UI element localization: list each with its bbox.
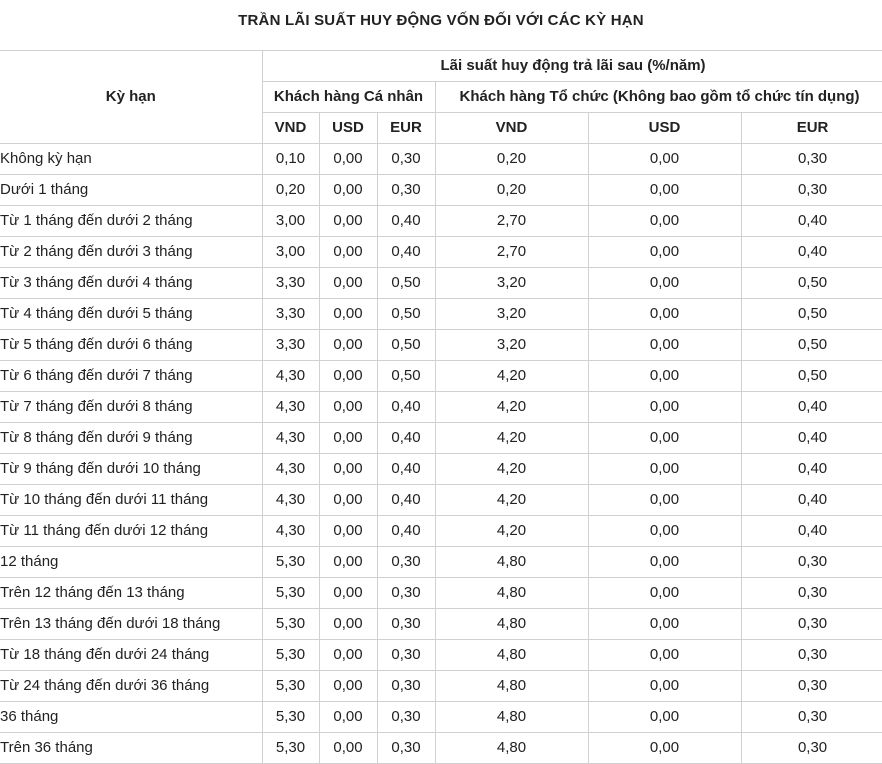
rate-cell: 0,40 <box>377 516 435 547</box>
rate-cell: 0,20 <box>435 175 588 206</box>
term-cell: 12 tháng <box>0 547 262 578</box>
header-currency: USD <box>588 113 741 144</box>
rate-cell: 3,30 <box>262 299 319 330</box>
rate-cell: 0,00 <box>588 392 741 423</box>
rate-cell: 0,40 <box>741 206 882 237</box>
rate-cell: 2,70 <box>435 206 588 237</box>
rate-cell: 0,00 <box>319 702 377 733</box>
rate-cell: 0,40 <box>741 516 882 547</box>
rate-cell: 0,30 <box>377 175 435 206</box>
table-row <box>0 547 882 578</box>
header-currency: VND <box>262 113 319 144</box>
table-row <box>0 609 882 640</box>
rate-cell: 3,00 <box>262 206 319 237</box>
rate-cell: 0,00 <box>319 392 377 423</box>
term-cell: Từ 6 tháng đến dưới 7 tháng <box>0 361 262 392</box>
rate-cell: 4,20 <box>435 392 588 423</box>
rate-cell: 4,20 <box>435 516 588 547</box>
rate-cell: 3,00 <box>262 237 319 268</box>
rate-cell: 0,30 <box>741 640 882 671</box>
term-cell: 36 tháng <box>0 702 262 733</box>
rate-cell: 0,00 <box>588 485 741 516</box>
table-row <box>0 423 882 454</box>
rate-cell: 0,40 <box>377 454 435 485</box>
rate-cell: 0,00 <box>588 578 741 609</box>
rate-cell: 5,30 <box>262 640 319 671</box>
rate-cell: 0,00 <box>319 454 377 485</box>
rate-cell: 0,00 <box>319 578 377 609</box>
term-cell: Trên 13 tháng đến dưới 18 tháng <box>0 609 262 640</box>
rate-cell: 0,40 <box>377 206 435 237</box>
term-cell: Từ 10 tháng đến dưới 11 tháng <box>0 485 262 516</box>
rate-cell: 4,30 <box>262 485 319 516</box>
term-cell: Không kỳ hạn <box>0 144 262 175</box>
rate-cell: 0,40 <box>377 392 435 423</box>
interest-rate-table <box>0 50 882 764</box>
rate-cell: 0,00 <box>319 268 377 299</box>
rate-cell: 0,50 <box>741 299 882 330</box>
rate-cell: 0,00 <box>588 237 741 268</box>
header-currency: EUR <box>377 113 435 144</box>
rate-cell: 3,20 <box>435 268 588 299</box>
rate-cell: 3,20 <box>435 299 588 330</box>
term-cell: Từ 18 tháng đến dưới 24 tháng <box>0 640 262 671</box>
rate-cell: 0,00 <box>588 423 741 454</box>
rate-cell: 0,50 <box>377 361 435 392</box>
rate-cell: 0,00 <box>319 485 377 516</box>
rate-cell: 0,00 <box>319 206 377 237</box>
rate-cell: 0,00 <box>588 702 741 733</box>
rate-cell: 3,30 <box>262 330 319 361</box>
rate-cell: 0,50 <box>741 268 882 299</box>
rate-cell: 0,40 <box>741 392 882 423</box>
rate-cell: 0,00 <box>319 671 377 702</box>
rate-cell: 0,30 <box>741 702 882 733</box>
table-row <box>0 144 882 175</box>
term-cell: Từ 3 tháng đến dưới 4 tháng <box>0 268 262 299</box>
term-cell: Từ 24 tháng đến dưới 36 tháng <box>0 671 262 702</box>
rate-cell: 0,00 <box>319 516 377 547</box>
rate-cell: 0,40 <box>377 485 435 516</box>
rate-cell: 0,30 <box>377 578 435 609</box>
rate-cell: 4,80 <box>435 578 588 609</box>
rate-cell: 0,40 <box>741 237 882 268</box>
rate-cell: 5,30 <box>262 578 319 609</box>
term-cell: Từ 11 tháng đến dưới 12 tháng <box>0 516 262 547</box>
header-individual: Khách hàng Cá nhân <box>262 82 435 113</box>
table-row <box>0 578 882 609</box>
term-cell: Từ 2 tháng đến dưới 3 tháng <box>0 237 262 268</box>
rate-cell: 0,00 <box>319 299 377 330</box>
rate-cell: 5,30 <box>262 671 319 702</box>
rate-cell: 0,40 <box>741 423 882 454</box>
rate-cell: 0,30 <box>741 671 882 702</box>
rate-cell: 0,40 <box>741 454 882 485</box>
rate-cell: 0,10 <box>262 144 319 175</box>
rate-cell: 0,00 <box>588 609 741 640</box>
rate-cell: 0,00 <box>588 671 741 702</box>
rate-cell: 0,20 <box>262 175 319 206</box>
rate-cell: 0,00 <box>588 361 741 392</box>
rate-cell: 0,00 <box>588 175 741 206</box>
term-cell: Từ 9 tháng đến dưới 10 tháng <box>0 454 262 485</box>
page-title: TRẦN LÃI SUẤT HUY ĐỘNG VỐN ĐỐI VỚI CÁC KỲ HẠN <box>238 12 644 29</box>
table-row <box>0 175 882 206</box>
rate-cell: 4,20 <box>435 423 588 454</box>
rate-cell: 0,00 <box>319 640 377 671</box>
rate-cell: 0,00 <box>588 454 741 485</box>
rate-cell: 5,30 <box>262 547 319 578</box>
rate-cell: 0,00 <box>588 330 741 361</box>
rate-cell: 0,00 <box>588 733 741 764</box>
table-row <box>0 237 882 268</box>
rate-cell: 4,30 <box>262 392 319 423</box>
rate-cell: 5,30 <box>262 702 319 733</box>
table-row <box>0 299 882 330</box>
rate-cell: 0,00 <box>319 175 377 206</box>
rate-cell: 0,30 <box>741 144 882 175</box>
rate-cell: 0,30 <box>377 702 435 733</box>
rate-cell: 0,30 <box>377 144 435 175</box>
rate-cell: 0,00 <box>319 547 377 578</box>
rate-cell: 0,50 <box>377 330 435 361</box>
rate-cell: 0,50 <box>741 330 882 361</box>
table-row <box>0 454 882 485</box>
table-row <box>0 392 882 423</box>
rate-cell: 4,80 <box>435 609 588 640</box>
rate-cell: 0,30 <box>377 547 435 578</box>
rate-cell: 0,40 <box>377 237 435 268</box>
table-row <box>0 702 882 733</box>
rate-cell: 0,30 <box>377 671 435 702</box>
rate-cell: 4,20 <box>435 361 588 392</box>
rate-cell: 4,30 <box>262 516 319 547</box>
rate-cell: 0,00 <box>588 547 741 578</box>
table-row <box>0 671 882 702</box>
rate-cell: 4,30 <box>262 361 319 392</box>
rate-cell: 0,50 <box>377 299 435 330</box>
rate-cell: 4,80 <box>435 547 588 578</box>
rate-cell: 4,80 <box>435 733 588 764</box>
table-row <box>0 361 882 392</box>
table-row <box>0 330 882 361</box>
rate-cell: 0,30 <box>741 547 882 578</box>
rate-cell: 0,00 <box>588 268 741 299</box>
rate-cell: 4,20 <box>435 454 588 485</box>
rate-cell: 0,00 <box>319 733 377 764</box>
rate-cell: 5,30 <box>262 609 319 640</box>
term-cell: Trên 12 tháng đến 13 tháng <box>0 578 262 609</box>
rate-cell: 0,00 <box>319 609 377 640</box>
rate-cell: 0,00 <box>588 640 741 671</box>
rate-cell: 4,30 <box>262 454 319 485</box>
table-row <box>0 485 882 516</box>
rate-cell: 0,00 <box>588 206 741 237</box>
rate-cell: 0,00 <box>319 361 377 392</box>
rate-cell: 4,30 <box>262 423 319 454</box>
rate-cell: 0,30 <box>741 578 882 609</box>
rate-cell: 0,00 <box>319 423 377 454</box>
rate-cell: 2,70 <box>435 237 588 268</box>
rate-cell: 0,20 <box>435 144 588 175</box>
rate-cell: 0,30 <box>741 733 882 764</box>
rate-cell: 0,40 <box>741 485 882 516</box>
rate-cell: 0,30 <box>377 640 435 671</box>
rate-cell: 0,00 <box>319 330 377 361</box>
rate-cell: 0,00 <box>588 299 741 330</box>
rate-cell: 4,80 <box>435 640 588 671</box>
rate-cell: 0,30 <box>741 609 882 640</box>
term-cell: Dưới 1 tháng <box>0 175 262 206</box>
rate-cell: 4,80 <box>435 702 588 733</box>
term-cell: Từ 7 tháng đến dưới 8 tháng <box>0 392 262 423</box>
rate-cell: 5,30 <box>262 733 319 764</box>
rate-cell: 0,30 <box>377 609 435 640</box>
table-row <box>0 640 882 671</box>
rate-cell: 3,20 <box>435 330 588 361</box>
rate-cell: 4,80 <box>435 671 588 702</box>
header-currency: EUR <box>741 113 882 144</box>
table-row <box>0 268 882 299</box>
term-cell: Từ 1 tháng đến dưới 2 tháng <box>0 206 262 237</box>
term-cell: Trên 36 tháng <box>0 733 262 764</box>
header-rate-group: Lãi suất huy động trả lãi sau (%/năm) <box>262 51 882 82</box>
rate-cell: 0,00 <box>588 144 741 175</box>
rate-cell: 0,40 <box>377 423 435 454</box>
header-currency: USD <box>319 113 377 144</box>
rate-cell: 0,00 <box>319 237 377 268</box>
table-body <box>0 144 882 764</box>
rate-cell: 0,30 <box>741 175 882 206</box>
table-row <box>0 733 882 764</box>
rate-cell: 0,00 <box>319 144 377 175</box>
table-row <box>0 516 882 547</box>
term-cell: Từ 4 tháng đến dưới 5 tháng <box>0 299 262 330</box>
rate-cell: 4,20 <box>435 485 588 516</box>
rate-cell: 0,00 <box>588 516 741 547</box>
term-cell: Từ 8 tháng đến dưới 9 tháng <box>0 423 262 454</box>
rate-cell: 0,50 <box>377 268 435 299</box>
header-organization: Khách hàng Tổ chức (Không bao gồm tổ chức tín dụng) <box>435 82 882 113</box>
header-term: Kỳ hạn <box>0 51 262 144</box>
rate-cell: 0,30 <box>377 733 435 764</box>
rate-cell: 0,50 <box>741 361 882 392</box>
header-currency: VND <box>435 113 588 144</box>
rate-cell: 3,30 <box>262 268 319 299</box>
term-cell: Từ 5 tháng đến dưới 6 tháng <box>0 330 262 361</box>
table-row <box>0 206 882 237</box>
